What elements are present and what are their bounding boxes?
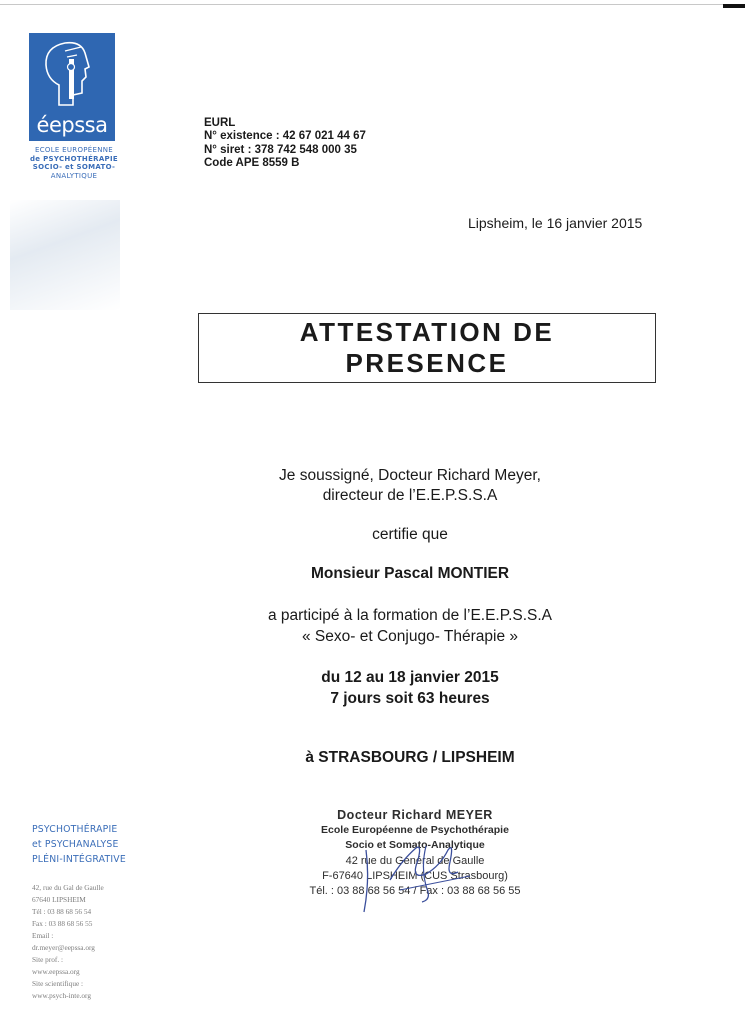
- title-line-2: PRESENCE: [345, 348, 509, 378]
- contact-line: Email :: [32, 931, 54, 940]
- logo-subtitle: [28, 146, 120, 180]
- company-info: [204, 117, 366, 170]
- stamp-line: 42 rue du Général de Gaulle: [345, 854, 485, 867]
- contact-line: Site scientifique :: [32, 979, 84, 988]
- company-info-line: EURL: [204, 117, 236, 129]
- body-line-certifies: certifie que: [372, 526, 448, 543]
- title-box: [198, 313, 656, 383]
- stamp-line: Socio et Somato-Analytique: [345, 839, 485, 852]
- contact-line: dr.meyer@eepssa.org: [32, 943, 95, 952]
- handwritten-signature: [330, 820, 480, 915]
- stamp-line: Ecole Européenne de Psychothérapie: [321, 824, 509, 837]
- stamp-line: Tél. : 03 88 68 56 54 / Fax : 03 88 68 56 55: [309, 885, 521, 898]
- specialty-line: PSYCHOTHÉRAPIE: [32, 824, 118, 835]
- company-info-line: Code APE 8559 B: [204, 156, 300, 169]
- title-line-1: ATTESTATION DE: [299, 317, 555, 347]
- scan-corner-mark: [723, 4, 745, 8]
- contact-line: Site prof. :: [32, 955, 64, 964]
- contact-line: Tél : 03 88 68 56 54: [32, 907, 92, 916]
- body-line-director: directeur de l’E.E.P.S.S.A: [322, 487, 498, 504]
- logo-wordmark: éepssa: [36, 113, 108, 137]
- company-info-line: N° siret : 378 742 548 000 35: [204, 143, 357, 156]
- logo-subtitle-line: ANALYTIQUE: [50, 171, 98, 180]
- training-location: à STRASBOURG / LIPSHEIM: [305, 749, 515, 766]
- specialty-block: [32, 822, 126, 867]
- logo-subtitle-line: SOCIO- et SOMATO-: [32, 163, 116, 172]
- stamp-line: Docteur Richard MEYER: [337, 808, 493, 822]
- specialty-line: PLÉNI-INTÉGRATIVE: [32, 854, 126, 865]
- contact-line: 67640 LIPSHEIM: [32, 895, 86, 904]
- contact-line: Fax : 03 88 68 56 55: [32, 919, 93, 928]
- company-info-line: N° existence : 42 67 021 44 67: [204, 130, 366, 143]
- training-title: « Sexo- et Conjugo- Thérapie »: [302, 628, 518, 645]
- eepssa-logo: [29, 33, 115, 141]
- training-dates: du 12 au 18 janvier 2015: [321, 669, 499, 686]
- logo-subtitle-line: de PSYCHOTHÉRAPIE: [30, 154, 118, 163]
- scan-edge-line: [0, 4, 745, 5]
- contact-line: www.psych-inte.org: [32, 991, 91, 1000]
- logo-subtitle-line: ECOLE EUROPÉENNE: [34, 146, 114, 154]
- specialty-line: et PSYCHANALYSE: [32, 839, 119, 850]
- training-duration: 7 jours soit 63 heures: [330, 690, 490, 707]
- contact-block: [32, 882, 104, 1002]
- body-line-signatory: Je soussigné, Docteur Richard Meyer,: [279, 467, 541, 484]
- head-profile-icon: [29, 33, 115, 113]
- stamp-line: F-67640 LIPSHEIM (CUS Strasbourg): [322, 869, 508, 882]
- contact-line: 42, rue du Gal de Gaulle: [32, 883, 104, 892]
- participant-name: Monsieur Pascal MONTIER: [310, 565, 510, 582]
- document-date: Lipsheim, le 16 janvier 2015: [468, 215, 643, 231]
- body-line-training: a participé à la formation de l’E.E.P.S.S.A: [267, 607, 553, 624]
- contact-line: www.eepssa.org: [32, 967, 80, 976]
- scan-smudge: [10, 200, 120, 310]
